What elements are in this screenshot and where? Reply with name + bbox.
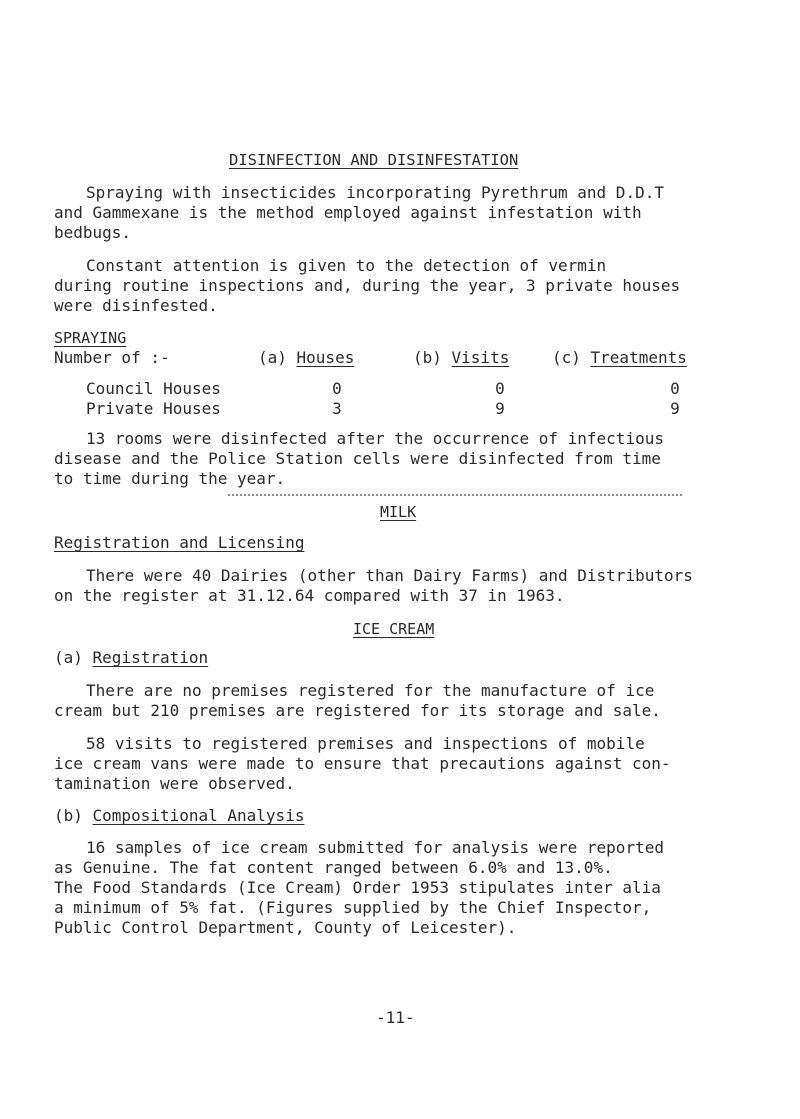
ice-cream-b-para-line: a minimum of 5% fat. (Figures supplied by the Chief Inspector, [54, 898, 652, 917]
ice-cream-b-para-line: Public Control Department, County of Leicester). [54, 918, 517, 937]
ice-cream-heading: ICE CREAM [353, 620, 435, 638]
spraying-note-line: 13 rooms were disinfected after the occurrence of infectious [86, 429, 664, 448]
intro-para2-line: during routine inspections and, during the year, 3 private houses [54, 276, 681, 295]
intro-para1-line: and Gammexane is the method employed against infestation with [54, 203, 642, 222]
cell-council-visits: 0 [495, 379, 505, 398]
row-label-council: Council Houses [86, 379, 221, 398]
ice-cream-b-para-line: as Genuine. The fat content ranged between 6.0% and 13.0%. [54, 858, 613, 877]
col-houses-header: (a) Houses [258, 348, 355, 367]
col-treatments-header-text: Treatments [590, 348, 687, 367]
ice-cream-b-heading-text: Compositional Analysis [92, 806, 305, 825]
spraying-note-line: to time during the year. [54, 469, 286, 488]
intro-para1-line: bedbugs. [54, 223, 132, 242]
spraying-heading: SPRAYING [54, 329, 127, 347]
milk-para-line: on the register at 31.12.64 compared with 37 in 1963. [54, 586, 565, 605]
cell-private-treatments: 9 [670, 399, 680, 418]
number-of-label: Number of :- [54, 348, 170, 367]
section-divider [228, 494, 682, 496]
ice-cream-a-para2-line: tamination were observed. [54, 774, 295, 793]
page-number: -11- [376, 1008, 415, 1027]
page-heading: DISINFECTION AND DISINFESTATION [229, 151, 519, 169]
cell-council-treatments: 0 [670, 379, 680, 398]
milk-subheading: Registration and Licensing [54, 533, 305, 552]
ice-cream-a-para1-line: cream but 210 premises are registered for its storage and sale. [54, 701, 661, 720]
ice-cream-b-heading: (b) Compositional Analysis [54, 806, 305, 825]
milk-heading: MILK [380, 503, 417, 521]
intro-para2-line: were disinfested. [54, 296, 218, 315]
cell-council-houses: 0 [332, 379, 342, 398]
row-label-private: Private Houses [86, 399, 221, 418]
ice-cream-a-para1-line: There are no premises registered for the manufacture of ice [86, 681, 655, 700]
intro-para1-line: Spraying with insecticides incorporating Pyrethrum and D.D.T [86, 183, 664, 202]
col-visits-header-text: Visits [451, 348, 510, 367]
ice-cream-b-para-line: The Food Standards (Ice Cream) Order 1953 stipulates inter alia [54, 878, 661, 897]
col-houses-header-text: Houses [296, 348, 355, 367]
col-visits-header: (b) Visits [413, 348, 510, 367]
intro-para2-line: Constant attention is given to the detection of vermin [86, 256, 607, 275]
ice-cream-b-para-line: 16 samples of ice cream submitted for analysis were reported [86, 838, 664, 857]
cell-private-houses: 3 [332, 399, 342, 418]
ice-cream-a-heading-text: Registration [92, 648, 209, 667]
ice-cream-a-para2-line: ice cream vans were made to ensure that precautions against con- [54, 754, 671, 773]
ice-cream-a-heading: (a) Registration [54, 648, 209, 667]
milk-para-line: There were 40 Dairies (other than Dairy Farms) and Distributors [86, 566, 693, 585]
col-treatments-header: (c) Treatments [552, 348, 687, 367]
ice-cream-a-para2-line: 58 visits to registered premises and inspections of mobile [86, 734, 645, 753]
spraying-note-line: disease and the Police Station cells were disinfected from time [54, 449, 661, 468]
cell-private-visits: 9 [495, 399, 505, 418]
